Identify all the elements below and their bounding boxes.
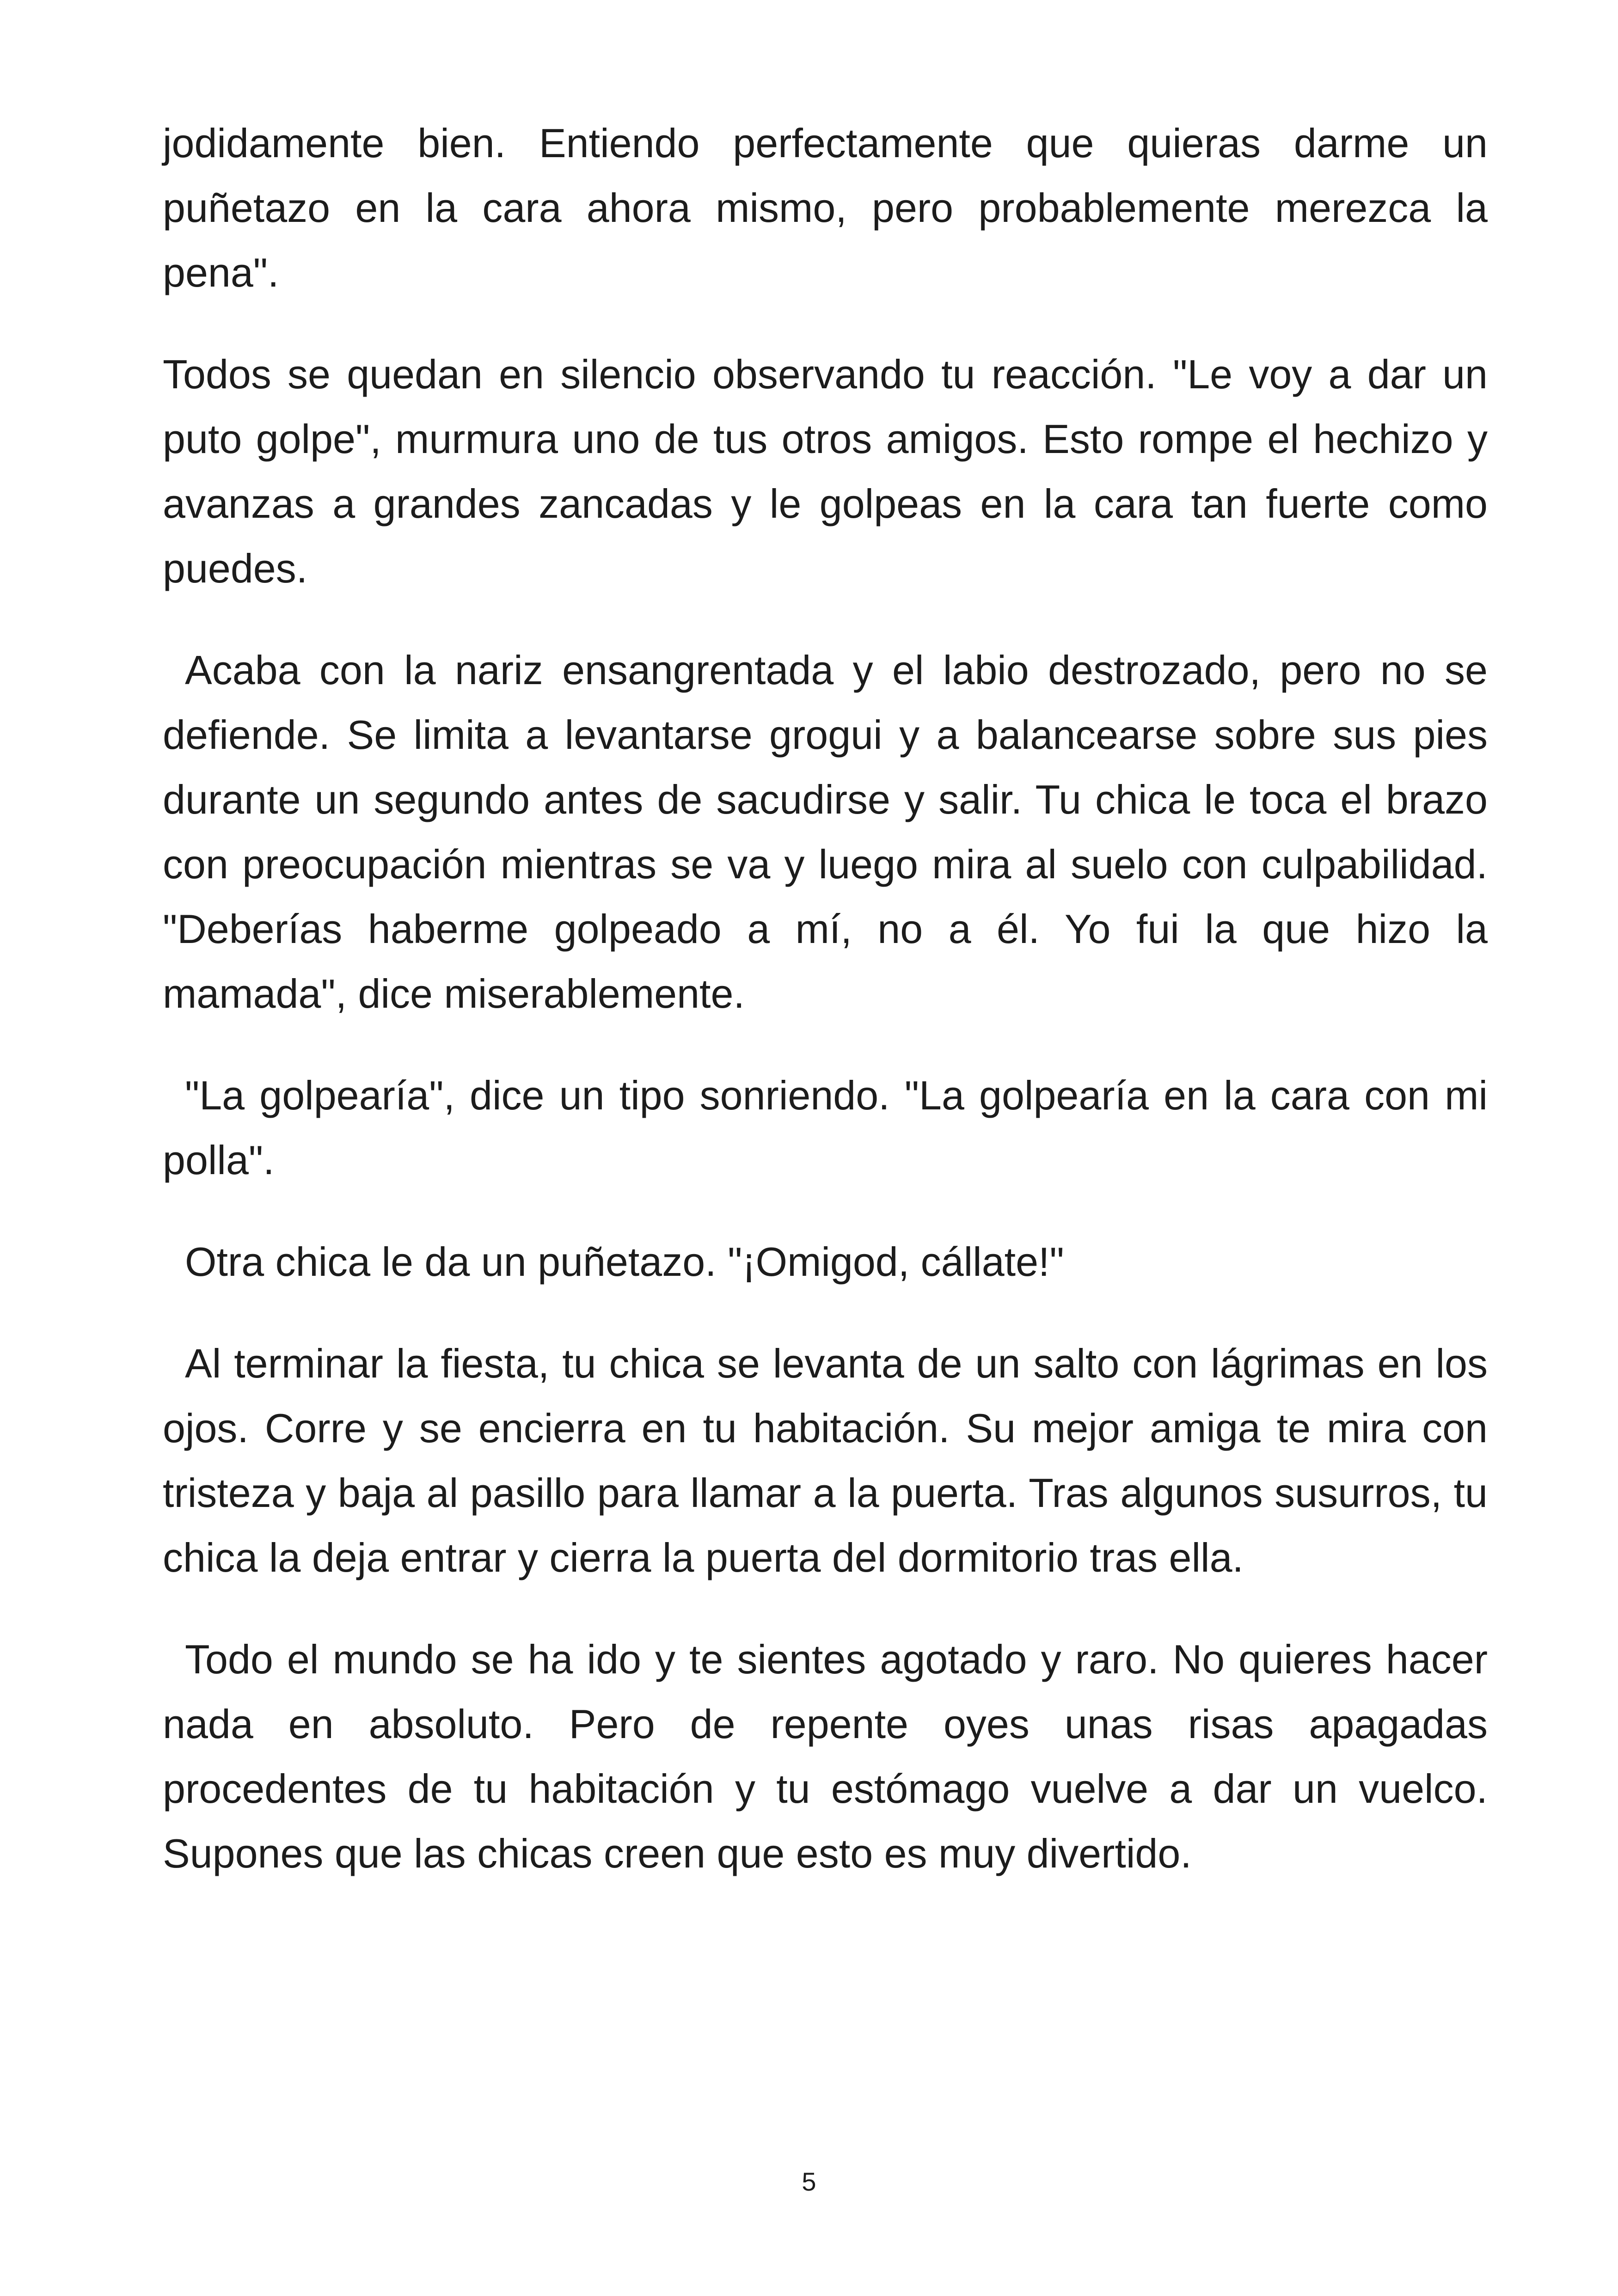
page-number: 5 (802, 2167, 816, 2196)
page-body-text (163, 111, 1488, 1923)
paragraph-5: Otra chica le da un puñetazo. "¡Omigod, cállate!" (185, 1239, 1064, 1285)
paragraph-7: Todo el mundo se ha ido y te sientes agotado y raro. No quieres hacer nada en absoluto. Pero de repente oyes unas risas apagadas procedentes de tu habitación y tu estómago vuelve a dar un vuelco. Supones que las chicas creen que esto es muy divertido. (163, 1636, 1488, 1876)
paragraph-1: jodidamente bien. Entiendo perfectamente que quieras darme un puñetazo en la cara ahora mismo, pero probablemente merezca la pena". (163, 120, 1488, 295)
paragraph-6: Al terminar la fiesta, tu chica se levanta de un salto con lágrimas en los ojos. Corre y se encierra en tu habitación. Su mejor amiga te mira con tristeza y baja al pasillo para llamar a la puerta. Tras algunos susurros, tu chica la deja entrar y cierra la puerta del dormitorio tras ella. (163, 1341, 1488, 1580)
paragraph-2: Todos se quedan en silencio observando tu reacción. "Le voy a dar un puto golpe", murmura uno de tus otros amigos. Esto rompe el hechizo y avanzas a grandes zancadas y le golpeas en la cara tan fuerte como puedes. (163, 351, 1488, 591)
paragraph-4: "La golpearía", dice un tipo sonriendo. "La golpearía en la cara con mi polla". (163, 1072, 1488, 1183)
paragraph-3: Acaba con la nariz ensangrentada y el labio destrozado, pero no se defiende. Se limita a levantarse grogui y a balancearse sobre sus pies durante un segundo antes de sacudirse y salir. Tu chica le toca el brazo con preocupación mientras se va y luego mira al suelo con culpabilidad. "Deberías haberme golpeado a mí, no a él. Yo fui la que hizo la mamada", dice miserablemente. (163, 647, 1488, 1016)
